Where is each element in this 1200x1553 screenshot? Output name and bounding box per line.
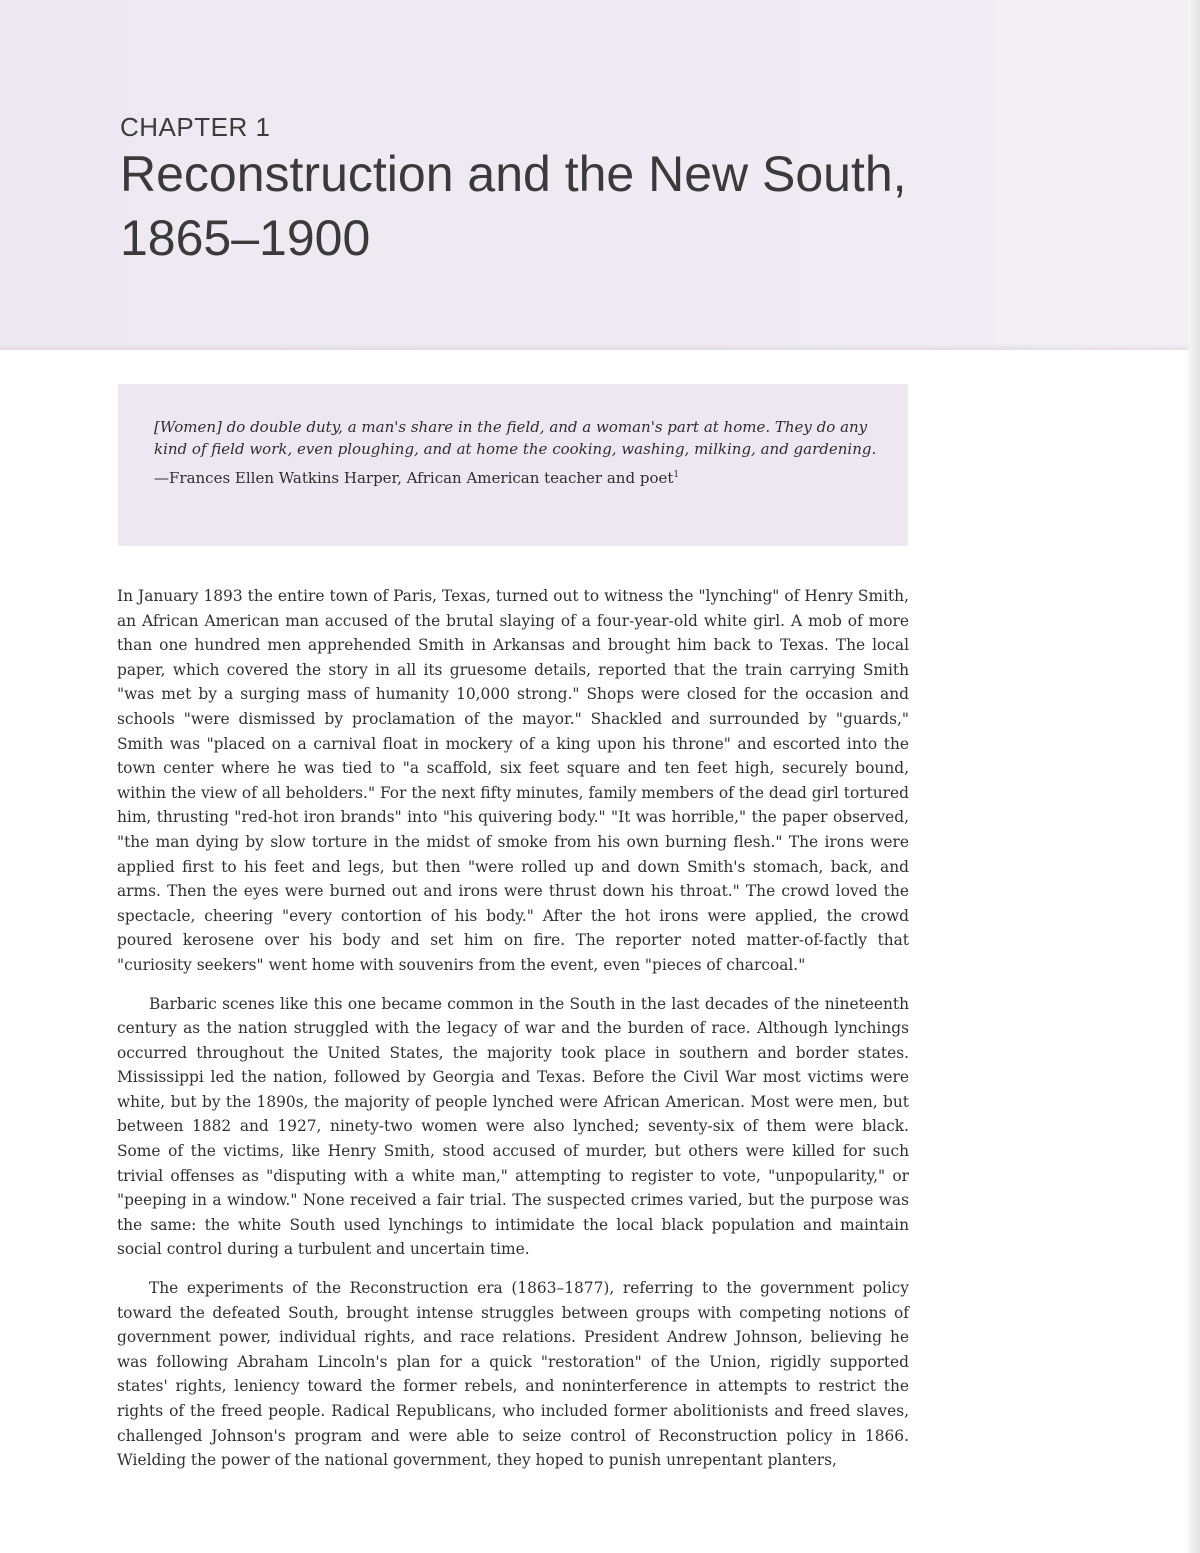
epigraph-attribution: [154, 464, 878, 489]
chapter-label: CHAPTER 1: [120, 112, 271, 142]
body-paragraph-1: In January 1893 the entire town of Paris, Texas, turned out to witness the "lynching" of Henry Smith, an African American man accused of the brutal slaying of a four-year-old white girl. A mob of more than one hundred men apprehended Smith in Arkansas and brought him back to Texas. The local paper, which covered the story in all its gruesome details, reported that the train carrying Smith "was met by a surging mass of humanity 10,000 strong." Shops were closed for the occasion and schools "were dismissed by proclamation of the mayor." Shackled and surrounded by "guards," Smith was "placed on a carnival float in mockery of a king upon his throne" and escorted into the town center where he was tied to "a scaffold, six feet square and ten feet high, securely bound, within the view of all beholders." For the next fifty minutes, family members of the dead girl tortured him, thrusting "red-hot iron brands" into "his quivering body." "It was horrible," the paper observed, "the man dying by slow torture in the midst of smoke from his own burning flesh." The irons were applied first to his feet and legs, but then "were rolled up and down Smith's stomach, back, and arms. Then the eyes were burned out and irons were thrust down his throat." The crowd loved the spectacle, cheering "every contortion of his body." After the hot irons were applied, the crowd poured kerosene over his body and set him on fire. The reporter noted matter-of-factly that "curiosity seekers" went home with souvenirs from the event, even "pieces of charcoal.": [117, 587, 909, 974]
body-text: [117, 584, 909, 1487]
epigraph-box: [118, 384, 908, 546]
page-edge-shadow: [1188, 0, 1200, 1553]
chapter-title: Reconstruction and the New South, 1865–1900: [120, 146, 907, 266]
footnote-marker[interactable]: 1: [673, 470, 680, 480]
epigraph-attribution-text: —Frances Ellen Watkins Harper, African American teacher and poet: [154, 469, 674, 487]
body-paragraph-2: Barbaric scenes like this one became common in the South in the last decades of the nineteenth century as the nation struggled with the legacy of war and the burden of race. Although lynchings occurred throughout the United States, the majority took place in southern and border states. Mississippi led the nation, followed by Georgia and Texas. Before the Civil War most victims were white, but by the 1890s, the majority of people lynched were African American. Most were men, but between 1882 and 1927, ninety-two women were also lynched; seventy-six of them were black. Some of the victims, like Henry Smith, stood accused of murder, but others were killed for such trivial offenses as "disputing with a white man," attempting to register to vote, "unpopularity," or "peeping in a window." None received a fair trial. The suspected crimes varied, but the purpose was the same: the white South used lynchings to intimidate the local black population and maintain social control during a turbulent and uncertain time.: [117, 994, 909, 1259]
epigraph-quote: [Women] do double duty, a man's share in the field, and a woman's part at home. They do any kind of field work, even ploughing, and at home the cooking, washing, milking, and gardening.: [154, 418, 877, 458]
body-paragraph-3: The experiments of the Reconstruction era (1863–1877), referring to the government policy toward the defeated South, brought intense struggles between groups with competing notions of government power, individual rights, and race relations. President Andrew Johnson, believing he was following Abraham Lincoln's plan for a quick "restoration" of the Union, rigidly supported states' rights, leniency toward the former rebels, and noninterference in attempts to restrict the rights of the freed people. Radical Republicans, who included former abolitionists and freed slaves, challenged Johnson's program and were able to seize control of Reconstruction policy in 1866. Wielding the power of the national government, they hoped to punish unrepentant planters,: [117, 1279, 909, 1470]
